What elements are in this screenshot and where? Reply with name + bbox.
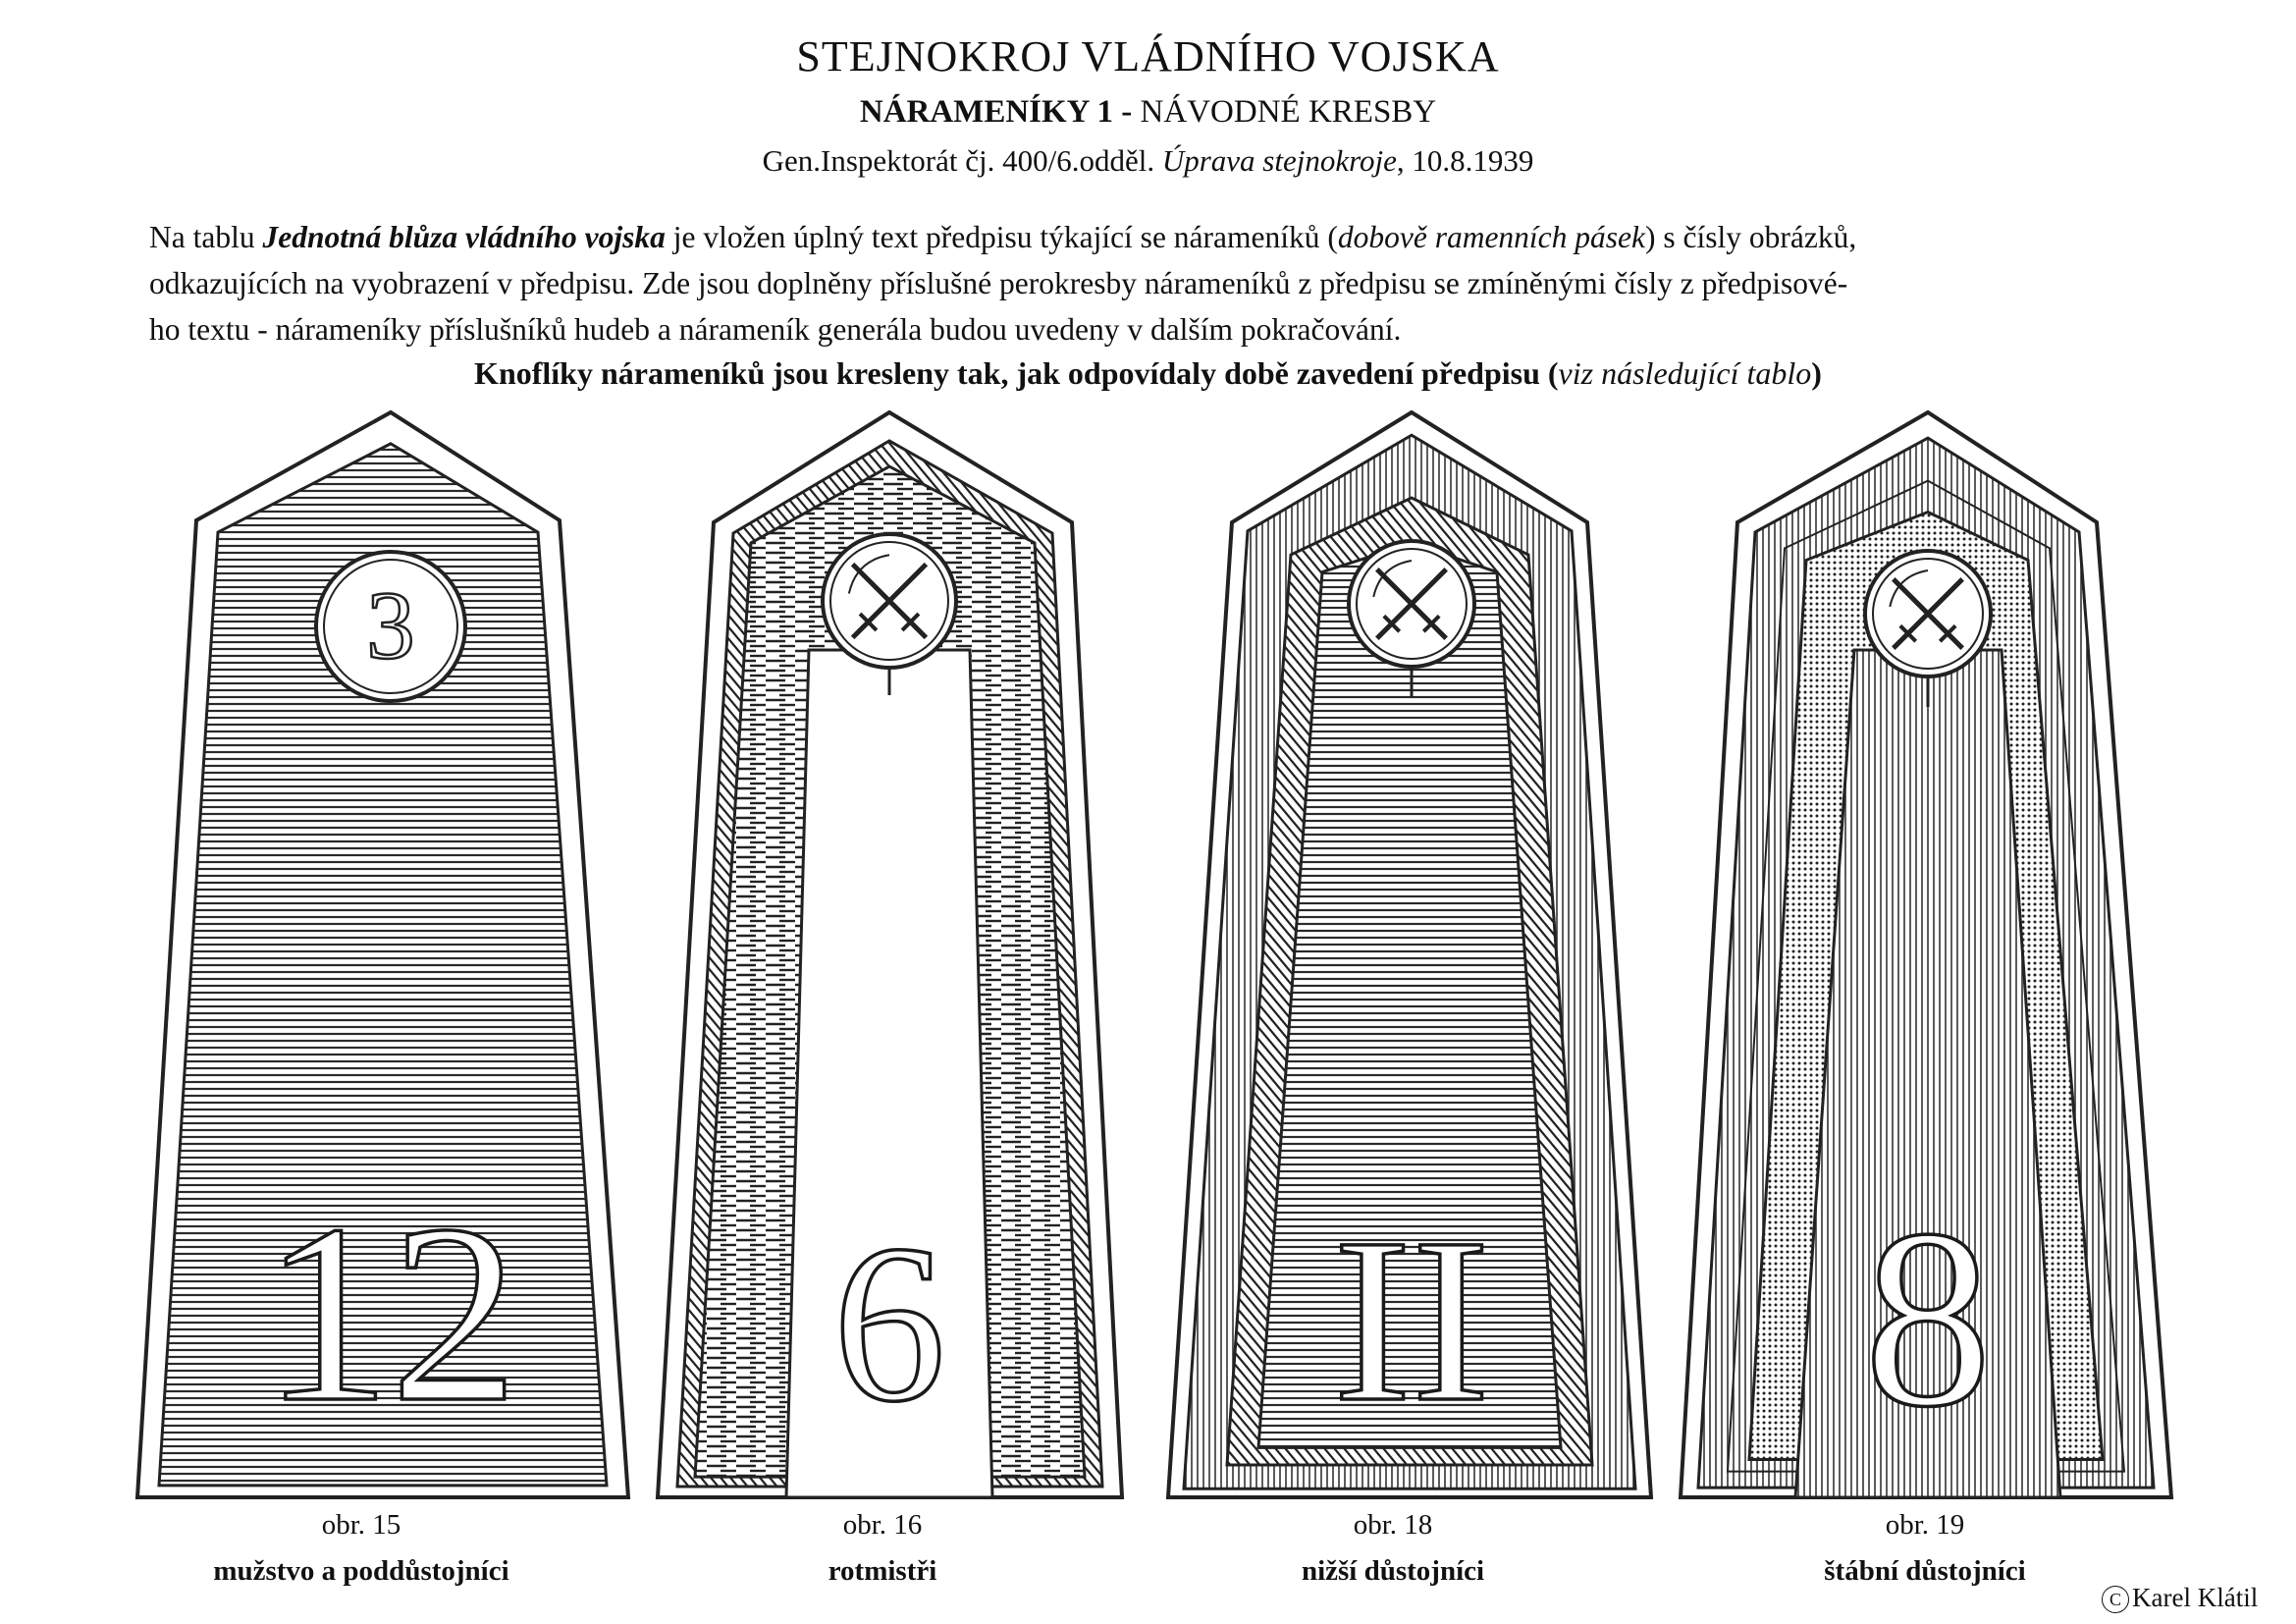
board-numeral: 8 (1864, 1177, 1992, 1460)
ref-plain: Gen.Inspektorát čj. 400/6.odděl. (762, 143, 1155, 178)
copyright-notice (2102, 1583, 2258, 1613)
shoulder-board-obr-15 (137, 412, 628, 1497)
ref-date: , 10.8.1939 (1396, 143, 1534, 178)
blouse-tablo-ref: Jednotná blůza vládního vojska (262, 220, 666, 254)
board-numeral: 12 (263, 1172, 518, 1455)
figure-number-19: obr. 19 (1885, 1509, 1965, 1541)
intro-line-1: Na tablu Jednotná blůza vládního vojska je vložen úplný text předpisu týkající se nárameníků (dobově ramenních pásek) s čísly obrázků, (149, 220, 1857, 254)
board-numeral: 6 (832, 1198, 946, 1448)
ref-italic: Úprava stejnokroje (1161, 143, 1397, 178)
board-numeral: II (1333, 1189, 1490, 1450)
rank-label-junior-officers: nižší důstojníci (1301, 1555, 1485, 1587)
rank-label-ratings: mužstvo a poddůstojníci (213, 1555, 509, 1587)
figure-number-18: obr. 18 (1353, 1509, 1433, 1541)
intro-line-2: odkazujících na vyobrazení v předpisu. Zde jsou doplněny příslušné perokresby nárameníků z předpisu se zmíněnými čísly z předpisové- (149, 266, 1848, 300)
buttons-note: Knoflíky nárameníků jsou kresleny tak, jak odpovídaly době zavedení předpisu (viz následující tablo) (474, 355, 1822, 391)
shoulder-board-obr-16 (658, 412, 1122, 1497)
intro-line-3: ho textu - nárameníky příslušníků hudeb a nárameník generála budou uvedeny v dalším pokračování. (149, 312, 1402, 347)
shoulder-board-obr-19 (1681, 412, 2171, 1497)
copyright-author: Karel Klátil (2132, 1583, 2259, 1612)
subtitle-bold: NÁRAMENÍKY 1 - (859, 94, 1133, 130)
button-number: 3 (366, 571, 415, 679)
rank-label-warrant-officers: rotmistři (828, 1555, 937, 1587)
subtitle-rest: NÁVODNÉ KRESBY (1140, 94, 1437, 130)
figure-number-15: obr. 15 (321, 1509, 401, 1541)
shoulder-board-obr-18 (1168, 412, 1651, 1497)
copyright-icon: C (2102, 1586, 2129, 1613)
rank-label-staff-officers: štábní důstojníci (1824, 1555, 2026, 1587)
figure-number-16: obr. 16 (842, 1509, 923, 1541)
page-title: STEJNOKROJ VLÁDNÍHO VOJSKA (796, 32, 1500, 81)
